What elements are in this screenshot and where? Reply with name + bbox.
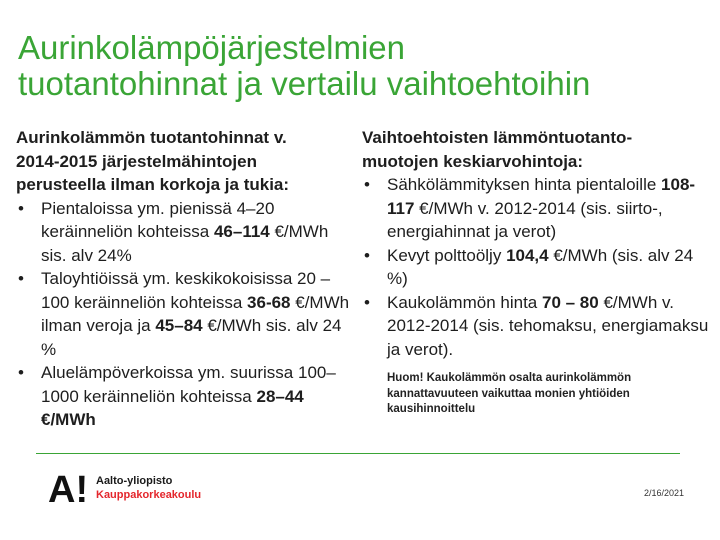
item-text: €/MWh sis. alv 24 % <box>41 316 342 359</box>
list-item <box>16 361 351 432</box>
item-value: 108-117 <box>387 175 696 218</box>
item-value: 28–44 €/MWh <box>41 386 304 429</box>
item-text: Kevyt polttoöljy <box>387 245 507 265</box>
item-text: €/MWh ilman veroja ja <box>41 292 350 335</box>
bullet-icon: • <box>364 175 370 194</box>
slide-title <box>18 30 708 102</box>
item-value: 104,4 <box>506 245 549 265</box>
bullet-icon: • <box>364 245 370 265</box>
list-item <box>362 291 712 362</box>
left-heading-line-2: 2014-2015 järjestelmähintojen <box>16 151 257 171</box>
item-text: €/MWh sis. alv 24% <box>41 222 329 265</box>
bullet-icon: • <box>18 198 24 218</box>
right-heading-line-1: Vaihtoehtoisten lämmöntuotanto- <box>362 128 633 147</box>
item-text: €/MWh v. 2012-2014 (sis. tehomaksu, energiamaksu ja verot). <box>387 292 709 359</box>
right-heading-line-2: muotojen keskiarvohintoja: <box>362 151 584 171</box>
item-text: Aluelämpöverkoissa ym. suurissa 100–1000 keräinneliön kohteissa <box>41 363 336 406</box>
item-text: €/MWh v. 2012-2014 (sis. siirto-, energiahinnat ja verot) <box>387 198 663 241</box>
item-value: 36-68 <box>247 292 291 312</box>
bullet-icon: • <box>18 269 24 288</box>
divider-line <box>36 453 680 454</box>
title-line-1: Aurinkolämpöjärjestelmien <box>18 29 406 66</box>
bullet-icon: • <box>18 363 24 382</box>
list-item <box>16 267 351 361</box>
footnote: Huom! Kaukolämmön osalta aurinkolämmön kannattavuuteen vaikuttaa monien yhtiöiden kausihinnoittelu <box>387 372 632 415</box>
slide-date: 2/16/2021 <box>643 488 684 498</box>
left-heading <box>16 126 351 197</box>
left-bullet-list <box>16 197 351 432</box>
item-text: Pientaloissa ym. pienissä 4–20 keräinneliön kohteissa <box>41 198 275 241</box>
right-bullet-list <box>362 173 712 361</box>
item-text: Taloyhtiöissä ym. keskikokoisissa 20 –100 keräinneliön kohteissa <box>41 269 331 312</box>
list-item <box>362 244 712 291</box>
left-heading-line-1: Aurinkolämmön tuotantohinnat v. <box>16 128 287 147</box>
logo-line-1: Aalto-yliopisto <box>96 475 173 487</box>
left-heading-line-3: perusteella ilman korkoja ja tukia: <box>16 175 290 194</box>
aalto-logo-icon <box>48 470 92 506</box>
list-item <box>362 173 712 244</box>
item-text: Sähkölämmityksen hinta pientaloille <box>387 175 662 194</box>
right-heading <box>362 126 712 173</box>
item-value: 70 – 80 <box>541 292 599 312</box>
logo-line-2: Kauppakorkeakoulu <box>96 489 202 501</box>
item-text: €/MWh (sis. alv 24 %) <box>387 245 694 288</box>
item-value: 45–84 <box>155 316 203 335</box>
title-line-2: tuotantohinnat ja vertailu vaihtoehtoihin <box>18 65 591 102</box>
logo-wordmark <box>96 474 201 502</box>
item-value: 46–114 <box>213 222 270 241</box>
list-item <box>16 197 351 268</box>
left-column <box>16 126 351 432</box>
logo-mark-text: A! <box>48 470 89 506</box>
bullet-icon: • <box>364 292 370 312</box>
aalto-logo <box>48 470 228 506</box>
item-text: Kaukolämmön hinta <box>387 292 542 312</box>
right-column <box>362 126 712 418</box>
